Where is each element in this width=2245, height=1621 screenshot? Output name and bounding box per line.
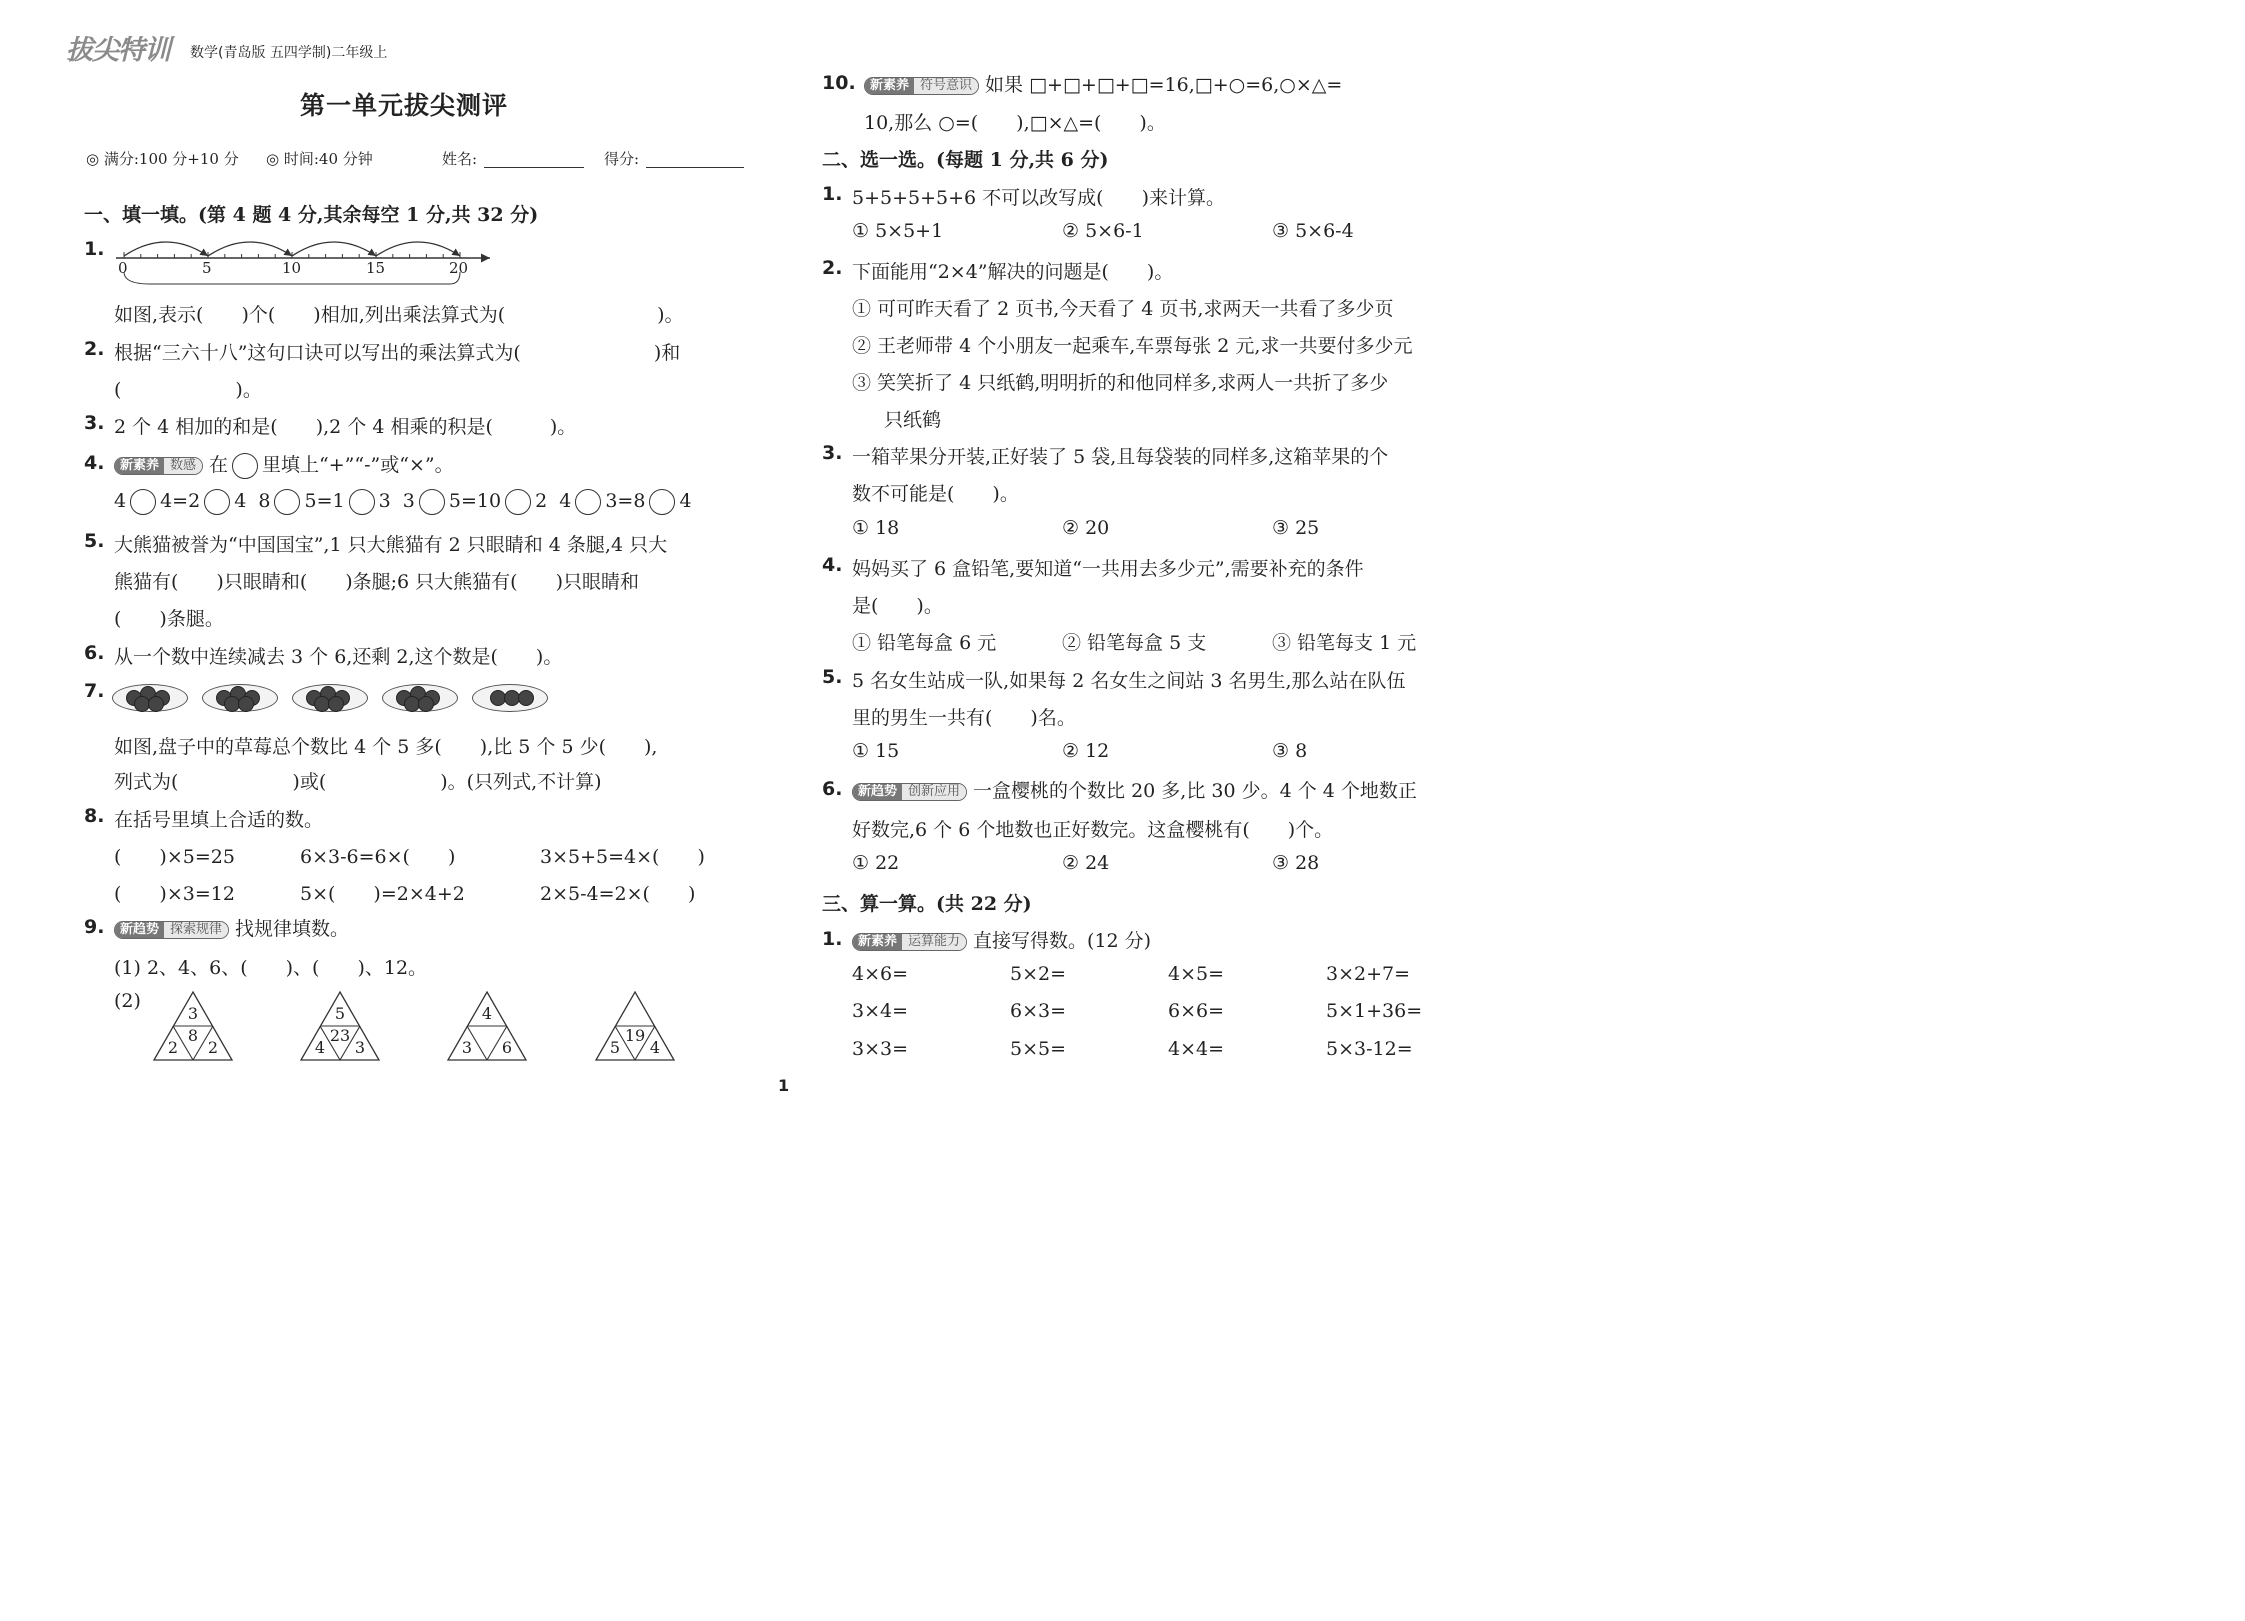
- triangle-right-number: 3: [354, 1038, 366, 1057]
- time-limit: ◎ 时间:40 分钟: [266, 150, 373, 168]
- tick-label-0: 0: [118, 259, 128, 277]
- tick-label-20: 20: [449, 259, 469, 277]
- q1-number: 1.: [84, 238, 105, 260]
- q8-item: 5×( )=2×4+2: [300, 883, 465, 905]
- q9-number: 9.: [84, 916, 105, 938]
- brand-logo: 拔尖特训: [66, 35, 170, 66]
- triangle-center-number: 8: [187, 1026, 199, 1045]
- q7-line1: 如图,盘子中的草莓总个数比 4 个 5 多( ),比 5 个 5 少( ),: [114, 736, 658, 758]
- q4-equations: 4 4=2 4 8 5=1 3 3 5=10 2 4 3=8 4: [114, 489, 692, 515]
- q8-item: ( )×3=12: [114, 883, 235, 905]
- operator-blank[interactable]: [130, 489, 156, 515]
- calc-item: 5×5=: [1010, 1038, 1067, 1060]
- q7-number: 7.: [84, 680, 105, 702]
- q5-line1: 大熊猫被誉为“中国国宝”,1 只大熊猫有 2 只眼睛和 4 条腿,4 只大: [114, 534, 668, 556]
- c5-option-3[interactable]: ③ 8: [1272, 740, 1308, 762]
- c1-number: 1.: [822, 183, 843, 205]
- c4-option-2[interactable]: ② 铅笔每盒 5 支: [1062, 632, 1207, 654]
- triangle-left-number: 5: [609, 1038, 621, 1057]
- score-label: 得分:: [604, 150, 640, 168]
- strawberry-icon: [418, 696, 434, 712]
- full-score: ◎ 满分:100 分+10 分: [86, 150, 239, 168]
- q9-part1: (1) 2、4、6、( )、( )、12。: [114, 957, 428, 979]
- strawberry-icon: [238, 696, 254, 712]
- q2-number: 2.: [84, 338, 105, 360]
- operator-blank[interactable]: [575, 489, 601, 515]
- s1-prompt: 新素养 运算能力 直接写得数。(12 分): [852, 926, 1151, 953]
- strawberry-plate: [112, 676, 186, 712]
- name-label: 姓名:: [442, 150, 478, 168]
- page-title: 第一单元拔尖测评: [300, 91, 509, 120]
- c6-number: 6.: [822, 778, 843, 800]
- q9-part2-label: (2): [114, 990, 141, 1012]
- c1-option-3[interactable]: ③ 5×6-4: [1272, 220, 1354, 242]
- q6-text: 从一个数中连续减去 3 个 6,还剩 2,这个数是( )。: [114, 646, 563, 668]
- c3-number: 3.: [822, 442, 843, 464]
- calc-item: 5×3-12=: [1326, 1038, 1413, 1060]
- score-line[interactable]: [646, 167, 744, 168]
- q4-number: 4.: [84, 452, 105, 474]
- c5-line1: 5 名女生站成一队,如果每 2 名女生之间站 3 名男生,那么站在队伍: [852, 670, 1406, 692]
- badge-new-literacy: 新素养 符号意识: [864, 77, 979, 95]
- c2-option-1[interactable]: ① 可可昨天看了 2 页书,今天看了 4 页书,求两天一共看了多少页: [852, 298, 1394, 320]
- c4-line2: 是( )。: [852, 595, 943, 617]
- c2-option-3[interactable]: ③ 笑笑折了 4 只纸鹤,明明折的和他同样多,求两人一共折了多少: [852, 372, 1389, 394]
- c5-option-2[interactable]: ② 12: [1062, 740, 1110, 762]
- c1-text: 5+5+5+5+6 不可以改写成( )来计算。: [852, 187, 1225, 209]
- q3-text: 2 个 4 相加的和是( ),2 个 4 相乘的积是( )。: [114, 416, 577, 438]
- q5-number: 5.: [84, 530, 105, 552]
- calc-item: 5×1+36=: [1326, 1000, 1423, 1022]
- strawberry-icon: [148, 696, 164, 712]
- q8-number: 8.: [84, 805, 105, 827]
- c3-option-2[interactable]: ② 20: [1062, 517, 1110, 539]
- strawberry-plate: [382, 676, 456, 712]
- c2-text: 下面能用“2×4”解决的问题是( )。: [852, 261, 1174, 283]
- strawberry-plate: [202, 676, 276, 712]
- c5-option-1[interactable]: ① 15: [852, 740, 900, 762]
- calc-item: 4×5=: [1168, 963, 1225, 985]
- q10-line2: 10,那么 ○=( ),□×△=( )。: [864, 112, 1166, 134]
- tick-label-10: 10: [282, 259, 302, 277]
- triangle-right-number: 4: [649, 1038, 661, 1057]
- triangle-top-number: 3: [187, 1004, 199, 1023]
- calc-item: 5×2=: [1010, 963, 1067, 985]
- number-triangle: [594, 990, 676, 1062]
- badge-new-trend: 新趋势 探索规律: [114, 921, 229, 939]
- calc-item: 3×3=: [852, 1038, 909, 1060]
- c2-number: 2.: [822, 257, 843, 279]
- triangle-top-number: 4: [481, 1004, 493, 1023]
- number-triangle: [299, 990, 381, 1062]
- page-number: 1: [778, 1076, 790, 1095]
- q8-item: 3×5+5=4×( ): [540, 846, 705, 868]
- calc-item: 4×6=: [852, 963, 909, 985]
- operator-blank[interactable]: [505, 489, 531, 515]
- triangle-top-number: 5: [334, 1004, 346, 1023]
- calc-item: 6×3=: [1010, 1000, 1067, 1022]
- q10-number: 10.: [822, 72, 856, 94]
- triangle-left-number: 2: [167, 1038, 179, 1057]
- q3-number: 3.: [84, 412, 105, 434]
- c3-option-1[interactable]: ① 18: [852, 517, 900, 539]
- c6-line2: 好数完,6 个 6 个地数也正好数完。这盒樱桃有( )个。: [852, 819, 1334, 841]
- badge-new-literacy: 新素养 运算能力: [852, 933, 967, 951]
- number-triangle: [152, 990, 234, 1062]
- q10-line1: 新素养 符号意识 如果 □+□+□+□=16,□+○=6,○×△=: [864, 70, 1342, 97]
- strawberry-icon: [518, 690, 534, 706]
- c2-option-2[interactable]: ② 王老师带 4 个小朋友一起乘车,车票每张 2 元,求一共要付多少元: [852, 335, 1413, 357]
- operator-blank[interactable]: [204, 489, 230, 515]
- c3-line2: 数不可能是( )。: [852, 483, 1019, 505]
- q1-text: 如图,表示( )个( )相加,列出乘法算式为( )。: [114, 304, 684, 326]
- q6-number: 6.: [84, 642, 105, 664]
- operator-blank[interactable]: [274, 489, 300, 515]
- strawberry-plate: [472, 676, 546, 712]
- triangle-right-number: 6: [501, 1038, 513, 1057]
- triangle-left-number: 3: [461, 1038, 473, 1057]
- c3-line1: 一箱苹果分开装,正好装了 5 袋,且每袋装的同样多,这箱苹果的个: [852, 446, 1389, 468]
- q7-line2: 列式为( )或( )。(只列式,不计算): [114, 771, 602, 793]
- c2-option-3-cont: 只纸鹤: [884, 409, 942, 431]
- badge-new-trend: 新趋势 创新应用: [852, 783, 967, 801]
- q8-text: 在括号里填上合适的数。: [114, 809, 324, 831]
- tick-label-5: 5: [202, 259, 212, 277]
- section-1-title: 一、填一填。(第 4 题 4 分,其余每空 1 分,共 32 分): [84, 204, 539, 226]
- q2-line1: 根据“三六十八”这句口诀可以写出的乘法算式为( )和: [114, 342, 681, 364]
- q8-item: 2×5-4=2×( ): [540, 883, 696, 905]
- q2-line2: ( )。: [114, 379, 262, 401]
- c6-option-3[interactable]: ③ 28: [1272, 852, 1320, 874]
- c1-option-1[interactable]: ① 5×5+1: [852, 220, 944, 242]
- q4-prompt: 新素养 数感 在 里填上“+”“-”或“×”。: [114, 450, 454, 479]
- subject-label: 数学(青岛版 五四学制)二年级上: [190, 45, 388, 61]
- strawberry-icon: [328, 696, 344, 712]
- calc-item: 4×4=: [1168, 1038, 1225, 1060]
- q8-item: 6×3-6=6×( ): [300, 846, 456, 868]
- q5-line2: 熊猫有( )只眼睛和( )条腿;6 只大熊猫有( )只眼睛和: [114, 571, 640, 593]
- c6-option-2[interactable]: ② 24: [1062, 852, 1110, 874]
- calc-item: 6×6=: [1168, 1000, 1225, 1022]
- operator-blank[interactable]: [349, 489, 375, 515]
- s1-number: 1.: [822, 928, 843, 950]
- c4-option-3[interactable]: ③ 铅笔每支 1 元: [1272, 632, 1417, 654]
- c3-option-3[interactable]: ③ 25: [1272, 517, 1320, 539]
- number-triangle: [446, 990, 528, 1062]
- section-3-title: 三、算一算。(共 22 分): [822, 893, 1032, 915]
- c1-option-2[interactable]: ② 5×6-1: [1062, 220, 1144, 242]
- triangle-left-number: 4: [314, 1038, 326, 1057]
- section-2-title: 二、选一选。(每题 1 分,共 6 分): [822, 149, 1109, 171]
- tick-label-15: 15: [366, 259, 386, 277]
- triangle-right-number: 2: [207, 1038, 219, 1057]
- triangle-center-number: 23: [329, 1026, 351, 1045]
- operator-blank[interactable]: [649, 489, 675, 515]
- q9-prompt: 新趋势 探索规律 找规律填数。: [114, 914, 349, 941]
- badge-new-literacy: 新素养 数感: [114, 457, 203, 475]
- calc-item: 3×2+7=: [1326, 963, 1411, 985]
- q5-line3: ( )条腿。: [114, 608, 224, 630]
- strawberry-plate: [292, 676, 366, 712]
- c4-number: 4.: [822, 554, 843, 576]
- circle-symbol: [232, 453, 258, 479]
- c6-option-1[interactable]: ① 22: [852, 852, 900, 874]
- c6-line1: 新趋势 创新应用 一盒樱桃的个数比 20 多,比 30 少。4 个 4 个地数正: [852, 776, 1417, 803]
- triangle-center-number: 19: [624, 1026, 646, 1045]
- q8-item: ( )×5=25: [114, 846, 235, 868]
- c5-line2: 里的男生一共有( )名。: [852, 707, 1076, 729]
- c5-number: 5.: [822, 666, 843, 688]
- c4-option-1[interactable]: ① 铅笔每盒 6 元: [852, 632, 997, 654]
- name-line[interactable]: [484, 167, 584, 168]
- operator-blank[interactable]: [419, 489, 445, 515]
- calc-item: 3×4=: [852, 1000, 909, 1022]
- number-line-figure: [110, 228, 500, 292]
- c4-line1: 妈妈买了 6 盒铅笔,要知道“一共用去多少元”,需要补充的条件: [852, 558, 1364, 580]
